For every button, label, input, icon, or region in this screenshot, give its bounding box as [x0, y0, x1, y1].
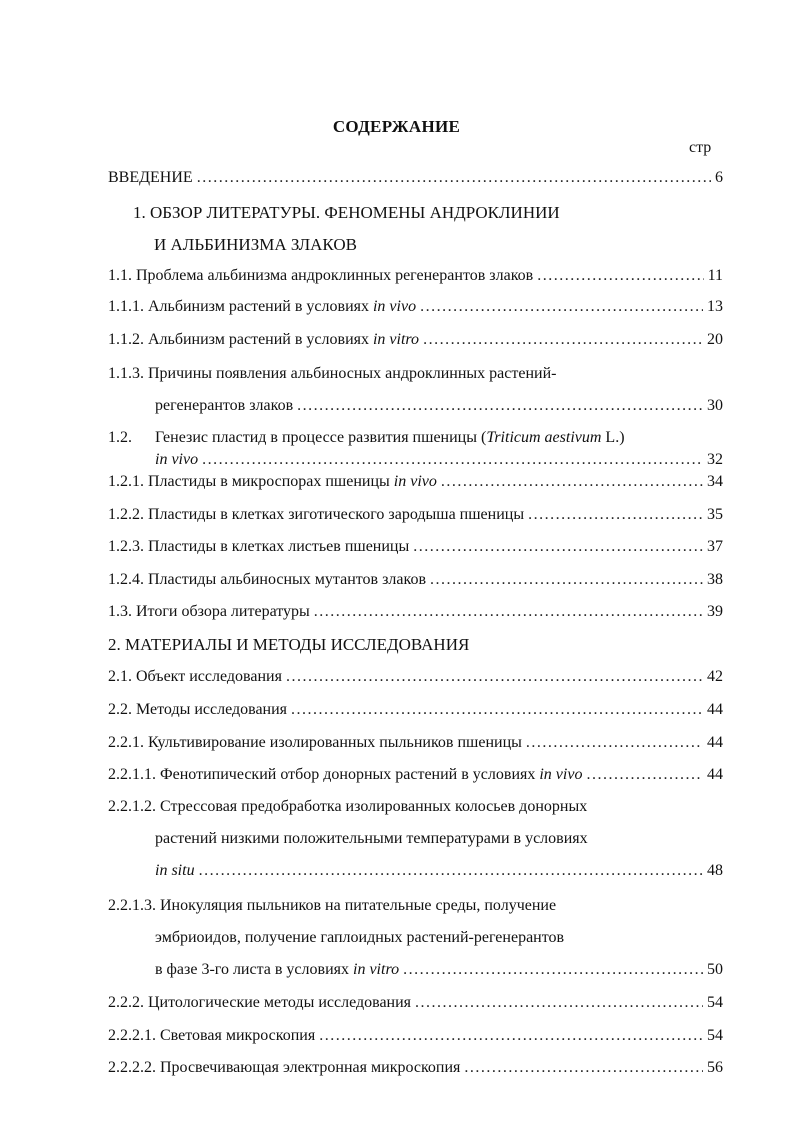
toc-entry-1-2-line1: Генезис пластид в процессе развития пшеницы (Triticum aestivum L.) — [155, 429, 625, 446]
toc-page-number: 39 — [707, 603, 723, 620]
toc-entry-2-2 — [108, 701, 723, 725]
leader-dots — [441, 473, 703, 491]
toc-page-number: 37 — [707, 538, 723, 555]
toc-entry-2-2-1-3-line1: 2.2.1.3. Инокуляция пыльников на питательные среды, получение — [108, 897, 557, 914]
toc-entry-1-3 — [108, 603, 723, 627]
leader-dots — [413, 538, 703, 556]
toc-page-number: 48 — [707, 862, 723, 879]
toc-label: 2.2. Методы исследования — [108, 701, 288, 718]
toc-label: in vivo — [155, 451, 199, 468]
leader-dots — [420, 298, 703, 316]
leader-dots — [526, 734, 703, 752]
toc-label: регенерантов злаков — [155, 397, 294, 414]
toc-label: 1.2.1. Пластиды в микроспорах пшеницы in vivo — [108, 473, 437, 490]
toc-page-number: 30 — [707, 397, 723, 414]
toc-page-number: 44 — [707, 766, 723, 783]
toc-label: 2.2.2.2. Просвечивающая электронная микроскопия — [108, 1059, 461, 1076]
toc-page-number: 11 — [707, 267, 723, 284]
toc-page-number: 54 — [707, 1027, 723, 1044]
toc-label: 1.1.2. Альбинизм растений в условиях in vitro — [108, 331, 420, 348]
toc-label-italic: in vivo — [393, 473, 437, 490]
leader-dots — [297, 397, 703, 415]
toc-entry-1-1-2 — [108, 331, 723, 355]
toc-label: 2.2.1. Культивирование изолированных пыльников пшеницы — [108, 734, 522, 751]
toc-entry-2-2-1-3 — [155, 961, 723, 985]
toc-label: 2.2.2. Цитологические методы исследования — [108, 994, 412, 1011]
toc-entry-1-2-1 — [108, 473, 723, 497]
leader-dots — [197, 169, 711, 187]
toc-entry-2-2-1-3-line2: эмбриоидов, получение гаплоидных растений-регенерантов — [155, 929, 565, 946]
section-heading-2: 2. МАТЕРИАЛЫ И МЕТОДЫ ИССЛЕДОВАНИЯ — [108, 635, 470, 654]
toc-page-number: 34 — [707, 473, 723, 490]
toc-entry-1-1-3-line1: 1.1.3. Причины появления альбиносных андроклинных растений- — [108, 365, 557, 382]
toc-label-italic: in vivo — [539, 766, 583, 783]
toc-page-number: 54 — [707, 994, 723, 1011]
leader-dots — [464, 1059, 703, 1077]
leader-dots — [528, 506, 703, 524]
toc-label: в фазе 3-го листа в условиях in vitro — [155, 961, 400, 978]
leader-dots — [586, 766, 703, 784]
leader-dots — [286, 668, 703, 686]
toc-label: 1.3. Итоги обзора литературы — [108, 603, 310, 620]
toc-entry-1-2-number: 1.2. — [108, 429, 132, 446]
toc-label: 2.1. Объект исследования — [108, 668, 282, 685]
leader-dots — [202, 451, 703, 469]
toc-page-number: 6 — [715, 169, 723, 186]
toc-label: 2.2.2.1. Световая микроскопия — [108, 1027, 316, 1044]
section-heading-1-line2: И АЛЬБИНИЗМА ЗЛАКОВ — [154, 235, 357, 254]
leader-dots — [199, 862, 703, 880]
toc-entry-introduction — [108, 169, 723, 193]
toc-entry-2-2-2-2 — [108, 1059, 723, 1083]
toc-page-number: 56 — [707, 1059, 723, 1076]
leader-dots — [314, 603, 703, 621]
leader-dots — [430, 571, 703, 589]
toc-entry-1-2 — [155, 451, 723, 475]
leader-dots — [423, 331, 703, 349]
toc-entry-2-2-1-2-line1: 2.2.1.2. Стрессовая предобработка изолированных колосьев донорных — [108, 798, 588, 815]
leader-dots — [319, 1027, 703, 1045]
toc-page-number: 44 — [707, 734, 723, 751]
page-title: СОДЕРЖАНИЕ — [332, 117, 461, 136]
toc-page-number: 44 — [707, 701, 723, 718]
toc-entry-1-2-2 — [108, 506, 723, 530]
toc-page-number: 13 — [707, 298, 723, 315]
toc-entry-2-2-2-1 — [108, 1027, 723, 1051]
toc-label-italic: in vitro — [372, 331, 420, 348]
leader-dots — [291, 701, 703, 719]
leader-dots — [403, 961, 703, 979]
toc-entry-1-1-3 — [155, 397, 723, 421]
toc-page-number: 50 — [707, 961, 723, 978]
toc-page-number: 32 — [707, 451, 723, 468]
toc-entry-2-2-1 — [108, 734, 723, 758]
toc-label: 1.2.3. Пластиды в клетках листьев пшеницы — [108, 538, 410, 555]
toc-label: 1.2.4. Пластиды альбиносных мутантов злаков — [108, 571, 427, 588]
toc-entry-1-1 — [108, 267, 723, 291]
toc-entry-1-2-3 — [108, 538, 723, 562]
leader-dots — [415, 994, 703, 1012]
toc-label: in situ — [155, 862, 195, 879]
toc-entry-1-2-4 — [108, 571, 723, 595]
toc-entry-2-2-2 — [108, 994, 723, 1018]
toc-entry-2-1 — [108, 668, 723, 692]
page-column-header: стр — [689, 139, 712, 156]
toc-label-italic: in vivo — [372, 298, 417, 315]
toc-page-number: 38 — [707, 571, 723, 588]
toc-page-number: 42 — [707, 668, 723, 685]
leader-dots — [537, 267, 703, 285]
toc-label: 2.2.1.1. Фенотипический отбор донорных растений в условиях in vivo — [108, 766, 583, 783]
section-heading-1-line1: 1. ОБЗОР ЛИТЕРАТУРЫ. ФЕНОМЕНЫ АНДРОКЛИНИИ — [133, 203, 560, 222]
toc-label: ВВЕДЕНИЕ — [108, 169, 193, 186]
toc-page-number: 20 — [707, 331, 723, 348]
toc-entry-2-2-1-2-line2: растений низкими положительными температурами в условиях — [155, 830, 588, 847]
toc-label: 1.1. Проблема альбинизма андроклинных регенерантов злаков — [108, 267, 534, 284]
toc-label: 1.1.1. Альбинизм растений в условиях in vivo — [108, 298, 417, 315]
toc-entry-2-2-1-1 — [108, 766, 723, 790]
toc-entry-2-2-1-2 — [155, 862, 723, 886]
toc-label-italic: in vitro — [353, 961, 400, 978]
toc-label-italic: Triticum aestivum — [486, 429, 602, 446]
toc-entry-1-1-1 — [108, 298, 723, 322]
toc-label: 1.2.2. Пластиды в клетках зиготического зародыша пшеницы — [108, 506, 525, 523]
toc-page-number: 35 — [707, 506, 723, 523]
